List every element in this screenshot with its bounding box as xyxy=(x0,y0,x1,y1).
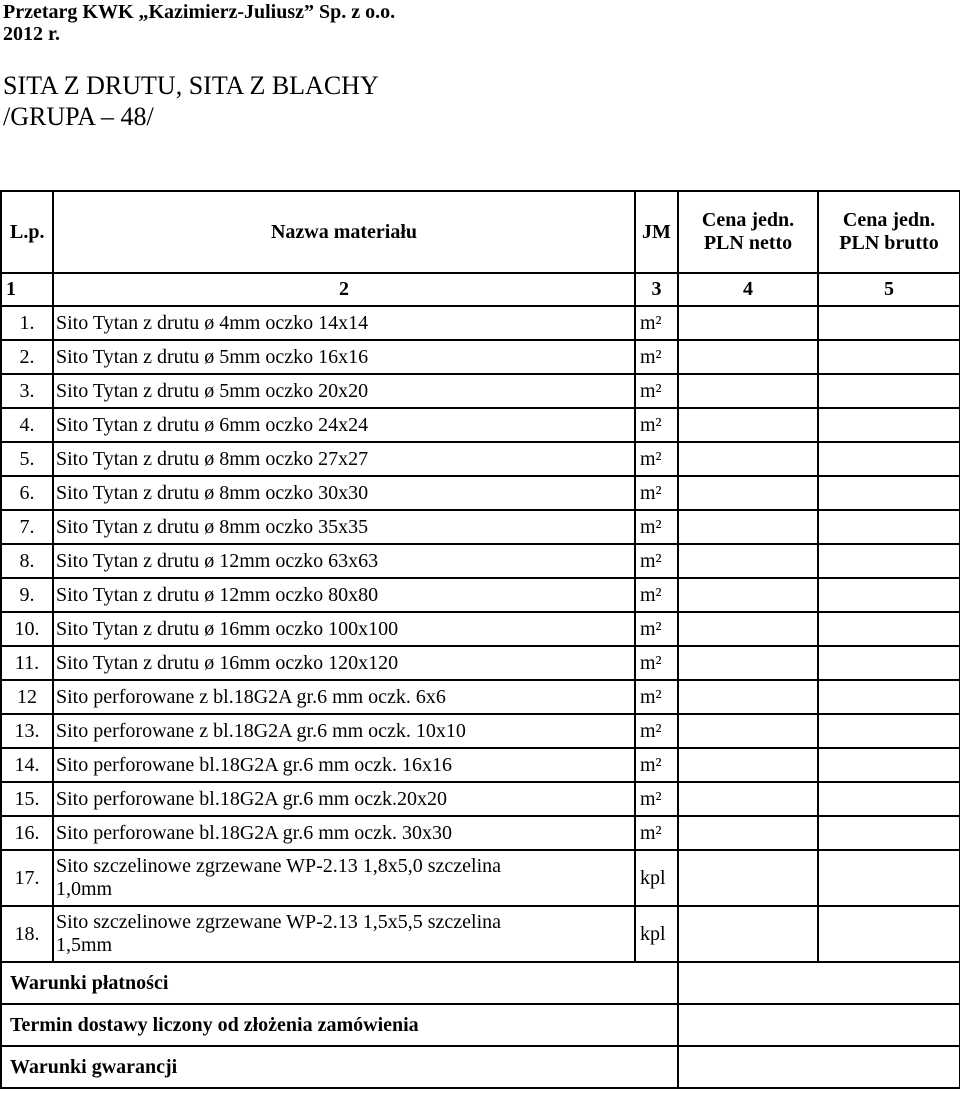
material-name: Sito Tytan z drutu ø 8mm oczko 27x27 xyxy=(53,442,635,476)
price-brutto-cell[interactable] xyxy=(818,612,960,646)
price-brutto-cell[interactable] xyxy=(818,510,960,544)
unit-cell: m² xyxy=(635,442,678,476)
row-number: 16. xyxy=(1,816,53,850)
unit-cell: m² xyxy=(635,340,678,374)
material-name: Sito Tytan z drutu ø 16mm oczko 120x120 xyxy=(53,646,635,680)
material-name: Sito Tytan z drutu ø 12mm oczko 80x80 xyxy=(53,578,635,612)
price-brutto-cell[interactable] xyxy=(818,646,960,680)
group-label: /GRUPA – 48/ xyxy=(3,102,154,131)
table-row xyxy=(1,646,960,680)
unit-cell: m² xyxy=(635,306,678,340)
delivery-terms-row xyxy=(1,1004,960,1046)
unit-cell: m² xyxy=(635,714,678,748)
row-number: 6. xyxy=(1,476,53,510)
price-brutto-cell[interactable] xyxy=(818,850,960,906)
unit-cell: m² xyxy=(635,374,678,408)
table-row xyxy=(1,850,960,906)
price-brutto-cell[interactable] xyxy=(818,748,960,782)
row-number: 17. xyxy=(1,850,53,906)
material-name: Sito perforowane bl.18G2A gr.6 mm oczk. 16x16 xyxy=(53,748,635,782)
unit-cell: m² xyxy=(635,544,678,578)
table-row xyxy=(1,442,960,476)
price-brutto-cell[interactable] xyxy=(818,680,960,714)
row-number: 14. xyxy=(1,748,53,782)
row-number: 13. xyxy=(1,714,53,748)
price-netto-cell[interactable] xyxy=(678,906,818,962)
row-number: 1. xyxy=(1,306,53,340)
warranty-terms-label: Warunki gwarancji xyxy=(1,1046,678,1088)
table-row xyxy=(1,374,960,408)
row-number: 3. xyxy=(1,374,53,408)
column-header-lp: L.p. xyxy=(1,191,53,273)
table-row xyxy=(1,340,960,374)
material-name-line1: Sito szczelinowe zgrzewane WP-2.13 1,8x5,0 szczelina xyxy=(56,855,502,877)
price-netto-cell[interactable] xyxy=(678,578,818,612)
column-number: 3 xyxy=(635,273,678,306)
warranty-terms-row xyxy=(1,1046,960,1088)
column-number: 4 xyxy=(678,273,818,306)
price-brutto-cell[interactable] xyxy=(818,340,960,374)
row-number: 18. xyxy=(1,906,53,962)
price-netto-cell[interactable] xyxy=(678,850,818,906)
price-netto-cell[interactable] xyxy=(678,714,818,748)
tender-title: Przetarg KWK „Kazimierz-Juliusz” Sp. z o.o. xyxy=(3,1,396,23)
price-netto-cell[interactable] xyxy=(678,510,818,544)
material-name xyxy=(53,850,635,906)
unit-cell: m² xyxy=(635,816,678,850)
payment-terms-row xyxy=(1,962,960,1004)
price-brutto-cell[interactable] xyxy=(818,408,960,442)
price-netto-cell[interactable] xyxy=(678,544,818,578)
table-row xyxy=(1,612,960,646)
price-netto-cell[interactable] xyxy=(678,782,818,816)
unit-cell: kpl xyxy=(635,906,678,962)
price-netto-cell[interactable] xyxy=(678,816,818,850)
table-row xyxy=(1,408,960,442)
delivery-terms-value[interactable] xyxy=(678,1004,960,1046)
table-header-row xyxy=(1,191,960,273)
column-number: 5 xyxy=(818,273,960,306)
unit-cell: m² xyxy=(635,612,678,646)
unit-cell: m² xyxy=(635,748,678,782)
price-netto-cell[interactable] xyxy=(678,442,818,476)
row-number: 4. xyxy=(1,408,53,442)
price-brutto-cell[interactable] xyxy=(818,306,960,340)
price-brutto-cell[interactable] xyxy=(818,578,960,612)
price-netto-cell[interactable] xyxy=(678,374,818,408)
material-name xyxy=(53,906,635,962)
row-number: 10. xyxy=(1,612,53,646)
material-name: Sito Tytan z drutu ø 12mm oczko 63x63 xyxy=(53,544,635,578)
price-brutto-line1: Cena jedn. xyxy=(842,209,936,231)
table-row xyxy=(1,748,960,782)
price-netto-cell[interactable] xyxy=(678,476,818,510)
unit-cell: kpl xyxy=(635,850,678,906)
payment-terms-label: Warunki płatności xyxy=(1,962,678,1004)
material-name: Sito perforowane z bl.18G2A gr.6 mm oczk. 6x6 xyxy=(53,680,635,714)
unit-cell: m² xyxy=(635,646,678,680)
unit-cell: m² xyxy=(635,680,678,714)
price-brutto-cell[interactable] xyxy=(818,782,960,816)
material-name-line1: Sito szczelinowe zgrzewane WP-2.13 1,5x5,5 szczelina xyxy=(56,911,502,933)
table-row xyxy=(1,782,960,816)
unit-cell: m² xyxy=(635,782,678,816)
material-name: Sito Tytan z drutu ø 6mm oczko 24x24 xyxy=(53,408,635,442)
unit-cell: m² xyxy=(635,578,678,612)
material-name: Sito Tytan z drutu ø 4mm oczko 14x14 xyxy=(53,306,635,340)
price-brutto-cell[interactable] xyxy=(818,544,960,578)
price-brutto-cell[interactable] xyxy=(818,906,960,962)
price-netto-cell[interactable] xyxy=(678,748,818,782)
price-netto-cell[interactable] xyxy=(678,646,818,680)
table-row xyxy=(1,510,960,544)
column-header-jm: JM xyxy=(635,191,678,273)
column-header-price-netto xyxy=(678,191,818,273)
row-number: 11. xyxy=(1,646,53,680)
material-name: Sito perforowane bl.18G2A gr.6 mm oczk.20x20 xyxy=(53,782,635,816)
table-row xyxy=(1,816,960,850)
column-number-row xyxy=(1,273,960,306)
table-row xyxy=(1,906,960,962)
row-number: 2. xyxy=(1,340,53,374)
price-brutto-cell[interactable] xyxy=(818,714,960,748)
table-row xyxy=(1,680,960,714)
material-name: Sito Tytan z drutu ø 5mm oczko 20x20 xyxy=(53,374,635,408)
material-name-line2: 1,5mm xyxy=(56,934,113,956)
row-number: 15. xyxy=(1,782,53,816)
table-row xyxy=(1,714,960,748)
material-name: Sito Tytan z drutu ø 8mm oczko 30x30 xyxy=(53,476,635,510)
row-number: 5. xyxy=(1,442,53,476)
material-name: Sito Tytan z drutu ø 16mm oczko 100x100 xyxy=(53,612,635,646)
material-name: Sito Tytan z drutu ø 5mm oczko 16x16 xyxy=(53,340,635,374)
price-netto-cell[interactable] xyxy=(678,340,818,374)
delivery-terms-label: Termin dostawy liczony od złożenia zamówienia xyxy=(1,1004,678,1046)
row-number: 9. xyxy=(1,578,53,612)
material-name: Sito perforowane z bl.18G2A gr.6 mm oczk. 10x10 xyxy=(53,714,635,748)
row-number: 12 xyxy=(1,680,53,714)
unit-cell: m² xyxy=(635,476,678,510)
column-header-price-brutto xyxy=(818,191,960,273)
material-name: Sito Tytan z drutu ø 8mm oczko 35x35 xyxy=(53,510,635,544)
warranty-terms-value[interactable] xyxy=(678,1046,960,1088)
row-number: 8. xyxy=(1,544,53,578)
unit-cell: m² xyxy=(635,408,678,442)
material-name-line2: 1,0mm xyxy=(56,878,113,900)
price-brutto-cell[interactable] xyxy=(818,442,960,476)
price-brutto-cell[interactable] xyxy=(818,816,960,850)
table-row xyxy=(1,306,960,340)
price-netto-line2: PLN netto xyxy=(703,232,793,254)
material-name: Sito perforowane bl.18G2A gr.6 mm oczk. 30x30 xyxy=(53,816,635,850)
price-netto-cell[interactable] xyxy=(678,680,818,714)
price-brutto-cell[interactable] xyxy=(818,374,960,408)
price-netto-line1: Cena jedn. xyxy=(701,209,795,231)
unit-cell: m² xyxy=(635,510,678,544)
price-brutto-line2: PLN brutto xyxy=(839,232,939,254)
materials-table xyxy=(0,190,960,1089)
document-title: SITA Z DRUTU, SITA Z BLACHY xyxy=(3,71,379,100)
price-netto-cell[interactable] xyxy=(678,306,818,340)
column-number: 2 xyxy=(53,273,635,306)
column-number: 1 xyxy=(1,273,53,306)
payment-terms-value[interactable] xyxy=(678,962,960,1004)
table-row xyxy=(1,544,960,578)
table-row xyxy=(1,476,960,510)
row-number: 7. xyxy=(1,510,53,544)
price-netto-cell[interactable] xyxy=(678,408,818,442)
column-header-name: Nazwa materiału xyxy=(53,191,635,273)
table-row xyxy=(1,578,960,612)
tender-year: 2012 r. xyxy=(3,23,61,45)
price-brutto-cell[interactable] xyxy=(818,476,960,510)
price-netto-cell[interactable] xyxy=(678,612,818,646)
